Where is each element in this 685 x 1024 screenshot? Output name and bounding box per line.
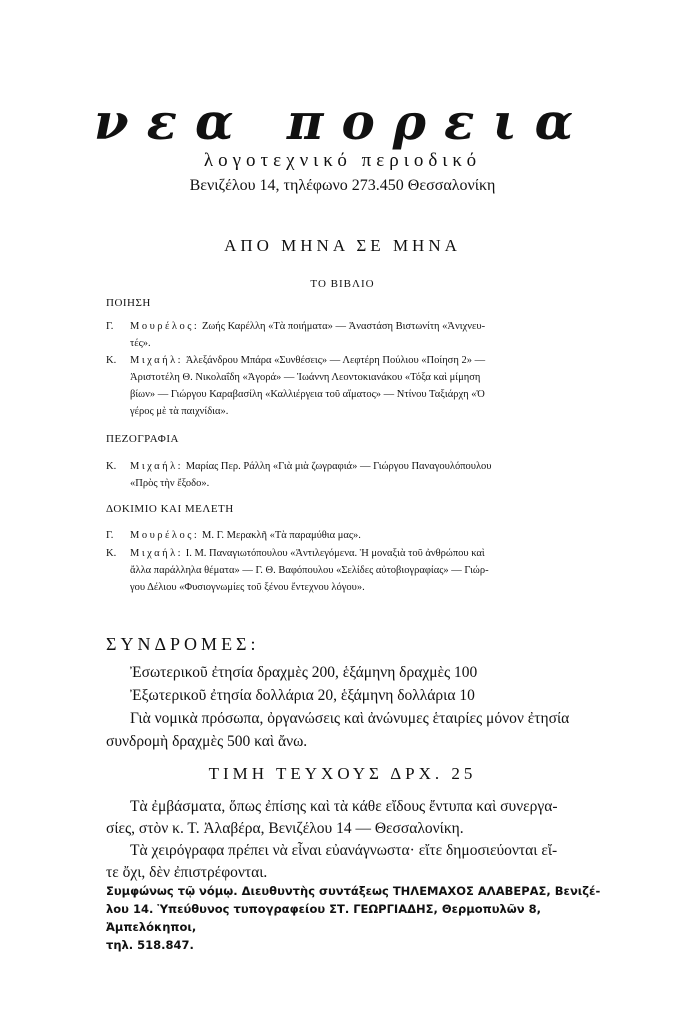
notice-line: Τὰ χειρόγραφα πρέπει νὰ εἶναι εὐανάγνωστα· εἴτε δημοσιεύονται εἴ- (130, 842, 558, 859)
column-subheading: ΤΟ ΒΙΒΛΙΟ (310, 278, 375, 290)
review-text: Ἀλεξάνδρου Μπάρα «Συνθέσεις» — Λεφτέρη Πούλιου «Ποίηση 2» — (185, 355, 486, 366)
review-text: Ζωής Καρέλλη «Τὰ ποιήματα» — Ἀναστάση Βιστωνίτη «Ἀνιχνευ- (201, 321, 486, 332)
review-line (106, 527, 626, 544)
reviewer-name: Μουρέλος: (130, 530, 200, 541)
reviewer-name: Μιχαήλ: (130, 548, 184, 559)
review-text: «Πρὸς τὴν ἔξοδο». (130, 478, 210, 489)
reviewer-initial: Γ. (106, 530, 114, 541)
legal-line: λου 14. Ὑπεύθυνος τυπογραφείου ΣΤ. ΓΕΩΡΓΙΑΔΗΣ, Θερμοπυλῶν 8, Ἀμπελόκηποι, (106, 902, 541, 934)
reviewer-name: Μιχαήλ: (130, 461, 184, 472)
reviewer-name: Μιχαήλ: (130, 355, 184, 366)
reviewer-initial: Κ. (106, 548, 117, 559)
journal-subtitle: λογοτεχνικό περιοδικό (203, 150, 482, 171)
review-text: γέρος μὲ τὰ παιχνίδια». (130, 406, 229, 417)
subscription-organizations-cont: συνδρομὴ δραχμὲς 500 καὶ ἄνω. (106, 733, 308, 750)
notice-line: σίες, στὸν κ. Τ. Ἀλαβέρα, Βενιζέλου 14 — Θεσσαλονίκη. (106, 820, 464, 837)
category-poetry: ΠΟΙΗΣΗ (106, 297, 151, 309)
review-text: γου Δέλιου «Φυσιογνωμίες τοῦ ξένου ἔντεχνου λόγου». (130, 582, 365, 593)
column-heading: ΑΠΟ ΜΗΝΑ ΣΕ ΜΗΝΑ (224, 236, 461, 255)
reviewer-name: Μουρέλος: (130, 321, 200, 332)
journal-address: Βενιζέλου 14, τηλέφωνο 273.450 Θεσσαλονίκη (189, 177, 496, 194)
review-line (106, 352, 626, 369)
review-text: ἄλλα παράλληλα θέματα» — Γ. Θ. Βαφόπουλου «Σελίδες αὐτοβιογραφίας» — Γιώρ- (130, 565, 489, 576)
review-line (106, 318, 626, 335)
review-text: Μ. Γ. Μερακλῆ «Τὰ παραμύθια μας». (201, 530, 361, 541)
category-essay: ΔΟΚΙΜΙΟ ΚΑΙ ΜΕΛΕΤΗ (106, 503, 234, 515)
notice-line: τε ὄχι, δὲν ἐπιστρέφονται. (106, 864, 268, 881)
review-text: Ἀριστοτέλη Θ. Νικολαΐδη «Ἀγορά» — Ἰωάννη Λεοντοκιανάκου «Τόξα καὶ μίμηση (130, 372, 481, 383)
subscriptions-heading: ΣΥΝΔΡΟΜΕΣ: (106, 634, 260, 654)
review-entry (106, 318, 626, 352)
review-entry (106, 458, 626, 492)
review-entry (106, 545, 626, 596)
notice-manuscripts (106, 840, 626, 884)
notice-line: Τὰ ἐμβάσματα, ὅπως ἐπίσης καὶ τὰ κάθε εἴδους ἔντυπα καὶ συνεργα- (130, 798, 558, 815)
review-entry (106, 527, 626, 544)
legal-line: τηλ. 518.847. (106, 938, 194, 952)
reviewer-initial: Κ. (106, 355, 117, 366)
reviewer-initial: Κ. (106, 461, 117, 472)
subscription-organizations: Γιὰ νομικὰ πρόσωπα, ὀργανώσεις καὶ ἀνώνυμες ἑταιρίες μόνον ἐτησία (130, 710, 570, 727)
legal-line: Συμφώνως τῷ νόμῳ. Διευθυντὴς συντάξεως ΤΗΛΕΜΑΧΟΣ ΑΛΑΒΕΡΑΣ, Βενιζέ- (106, 884, 601, 898)
legal-imprint (106, 882, 626, 954)
issue-price: ΤΙΜΗ ΤΕΥΧΟΥΣ ΔΡΧ. 25 (208, 764, 477, 783)
reviewer-initial: Γ. (106, 321, 114, 332)
category-prose: ΠΕΖΟΓΡΑΦΙΑ (106, 433, 179, 445)
review-text: Ι. Μ. Παναγιωτόπουλου «Ἀντιλεγόμενα. Ἡ μοναξιὰ τοῦ ἀνθρώπου καὶ (185, 548, 485, 559)
review-text: τές». (130, 338, 151, 349)
review-entry (106, 352, 626, 420)
review-line (106, 545, 626, 562)
subscription-domestic: Ἐσωτερικοῦ ἐτησία δραχμὲς 200, ἑξάμηνη δραχμὲς 100 (130, 664, 478, 681)
journal-title: νεα πορεια (93, 92, 592, 151)
review-text: βίων» — Γιώργου Καραβασίλη «Καλλιέργεια τοῦ αἵματος» — Ντίνου Ταξιάρχη «Ὁ (130, 389, 485, 400)
notice-remittances (106, 796, 626, 840)
review-text: Μαρίας Περ. Ράλλη «Γιὰ μιὰ ζωγραφιά» — Γιώργου Παναγουλόπουλου (185, 461, 492, 472)
review-line (106, 458, 626, 475)
subscription-abroad: Ἐξωτερικοῦ ἐτησία δολλάρια 20, ἑξάμηνη δολλάρια 10 (130, 687, 475, 704)
